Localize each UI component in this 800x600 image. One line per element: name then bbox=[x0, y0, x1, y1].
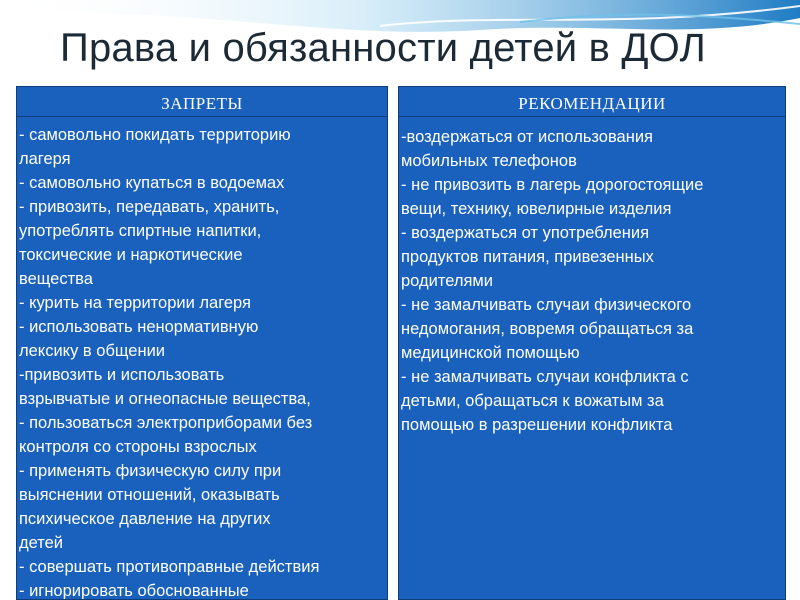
list-item: - курить на территории лагеря bbox=[19, 294, 251, 312]
list-item: - самовольно купаться в водоемах bbox=[19, 174, 285, 192]
list-item: - не замалчивать случаи конфликта с детьми, обращаться к вожатым за помощью в разрешении конфликта bbox=[401, 368, 689, 434]
list-item: - воздержаться от употребления продуктов питания, привезенных родителями bbox=[401, 224, 654, 290]
recommendations-panel bbox=[398, 86, 786, 600]
list-item: -привозить и использовать взрывчатые и огнеопасные вещества, bbox=[19, 366, 311, 408]
prohibitions-header: ЗАПРЕТЫ bbox=[17, 87, 387, 117]
list-item: - самовольно покидать территорию лагеря bbox=[19, 126, 291, 168]
page-title: Права и обязанности детей в ДОЛ bbox=[60, 26, 706, 70]
list-item: - пользоваться электроприборами без контроля со стороны взрослых bbox=[19, 414, 313, 456]
list-item: -воздержаться от использования мобильных телефонов bbox=[401, 128, 653, 170]
recommendations-header: РЕКОМЕНДАЦИИ bbox=[399, 87, 785, 117]
list-item: - применять физическую силу при выяснении отношений, оказывать психическое давление на других детей bbox=[19, 462, 282, 552]
list-item: - игнорировать обоснованные bbox=[19, 582, 249, 600]
list-item: - совершать противоправные действия bbox=[19, 558, 320, 576]
recommendations-list bbox=[399, 117, 785, 437]
list-item: - не замалчивать случаи физического недомогания, вовремя обращаться за медицинской помощью bbox=[401, 296, 694, 362]
list-item: - использовать ненормативную лексику в общении bbox=[19, 318, 259, 360]
prohibitions-panel bbox=[16, 86, 388, 600]
list-item: - не привозить в лагерь дорогостоящие вещи, технику, ювелирные изделия bbox=[401, 176, 704, 218]
list-item: - привозить, передавать, хранить, употреблять спиртные напитки, токсические и наркотические вещества bbox=[19, 198, 280, 288]
prohibitions-list bbox=[17, 117, 387, 600]
